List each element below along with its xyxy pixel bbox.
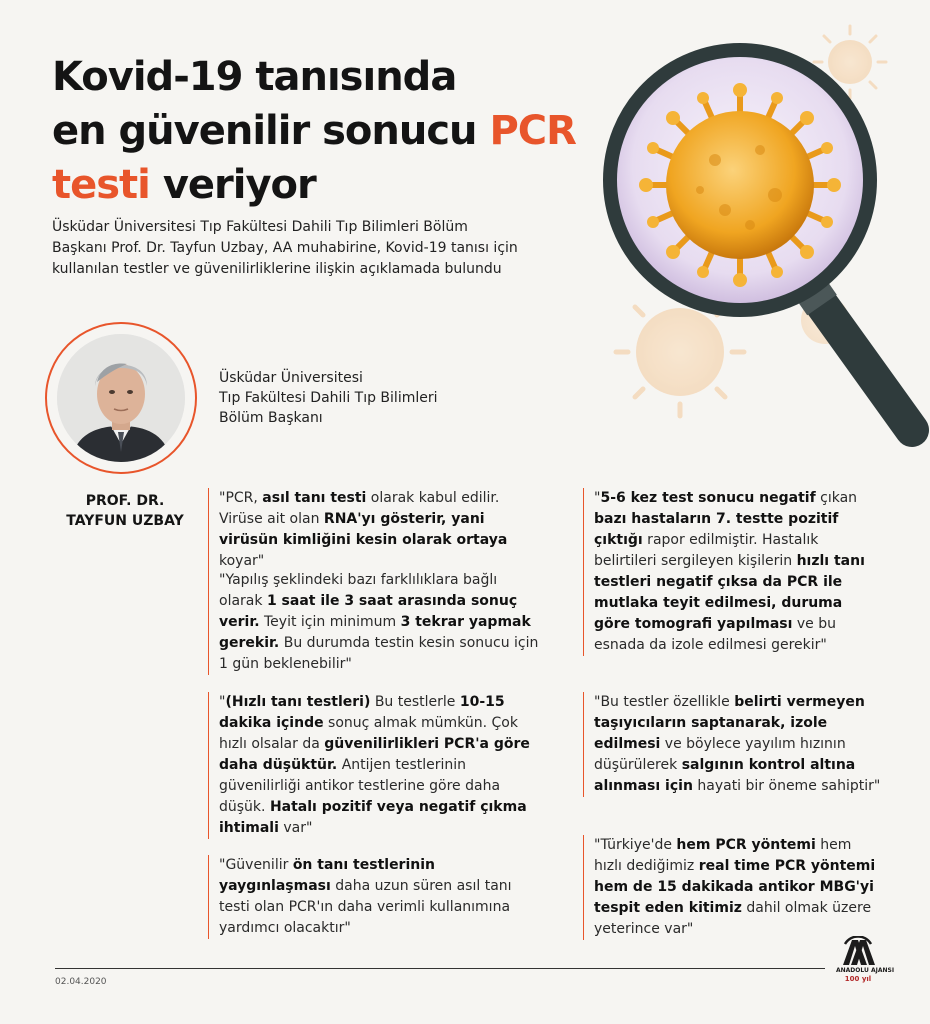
quote-text: hayati bir öneme sahiptir": [692, 778, 881, 794]
quote-text: Bu durumda testin kesin sonucu için 1 gün beklenebilir": [219, 635, 539, 672]
logo-anniversary: 100 yıl: [844, 975, 872, 983]
quote-emphasis: asıl tanı testi: [262, 490, 367, 506]
logo-name: ANADOLU AJANSI: [836, 967, 895, 974]
quote-text: Bu testlerle: [370, 694, 460, 710]
aa-logo-icon: [841, 936, 875, 966]
quote-text: "Türkiye'de: [594, 837, 677, 853]
quote-text: "Güvenilir: [219, 857, 293, 873]
quote-4: [208, 855, 543, 939]
speaker-portrait-frame: [45, 322, 197, 474]
quote-text: "Bu testler özellikle: [594, 694, 735, 710]
quote-emphasis: salgının kontrol altına alınması için: [594, 757, 856, 794]
intro-paragraph: Üsküdar Üniversitesi Tıp Fakültesi Dahili Tıp Bilimleri Bölüm Başkanı Prof. Dr. Tayfun Uzbay, AA muhabirine, Kovid-19 tanısı için kullanılan testler ve güvenilirliklerine ilişkin açıklamada bulundu: [52, 219, 518, 277]
quote-emphasis: 5-6 kez test sonucu negatif: [600, 490, 816, 506]
footer-divider: [55, 968, 825, 969]
quote-text: dahil olmak üzere yeterince var": [594, 900, 872, 937]
quote-2: [208, 570, 543, 675]
headline: [52, 50, 612, 212]
publish-date: 02.04.2020: [55, 977, 107, 987]
headline-line-3: veriyor: [149, 162, 316, 208]
quote-3: [208, 692, 543, 839]
quote-emphasis: güvenilirlikleri PCR'a göre daha düşüktür.: [219, 736, 530, 773]
speaker-name-line-2: TAYFUN UZBAY: [66, 513, 184, 529]
quote-text: ": [594, 490, 601, 506]
quote-emphasis: hem PCR yöntemi: [676, 837, 816, 853]
headline-line-1: Kovid-19 tanısında: [52, 54, 457, 100]
quote-text: daha uzun süren asıl tanı testi olan PCR'ın daha verimli kullanımına yardımcı olacaktır": [219, 878, 512, 936]
quote-text: hem hızlı dediğimiz: [594, 837, 852, 874]
quote-text: ve bu esnada da izole edilmesi gerekir": [594, 616, 836, 653]
quote-emphasis: hızlı tanı testleri negatif çıksa da PCR ile mutlaka teyit edilmesi, duruma göre tomografi yapılması: [594, 553, 865, 632]
quote-text: olarak kabul edilir. Virüse ait olan: [219, 490, 500, 527]
quote-emphasis: 1 saat ile 3 saat arasında sonuç verir.: [219, 593, 518, 630]
quote-1: [208, 488, 543, 572]
quote-text: rapor edilmiştir. Hastalık belirtileri sergileyen kişilerin: [594, 532, 819, 569]
quote-emphasis: 10-15 dakika içinde: [219, 694, 505, 731]
quote-5: [583, 488, 883, 656]
quote-text: Teyit için minimum: [259, 614, 401, 630]
speaker-role-line-1: Üsküdar Üniversitesi: [219, 370, 363, 386]
quote-emphasis: belirti vermeyen taşıyıcıların saptanarak, izole edilmesi: [594, 694, 865, 752]
quote-emphasis: Hatalı pozitif veya negatif çıkma ihtimali: [219, 799, 527, 836]
quote-text: "PCR,: [219, 490, 263, 506]
magnifier-virus-illustration: [600, 20, 930, 460]
quote-text: çıkan: [815, 490, 858, 506]
quote-emphasis: 3 tekrar yapmak gerekir.: [219, 614, 531, 651]
quote-emphasis: bazı hastaların 7. testte pozitif çıktığı: [594, 511, 839, 548]
quote-text: ve böylece yayılım hızının düşürülerek: [594, 736, 846, 773]
quote-emphasis: ön tanı testlerinin yaygınlaşması: [219, 857, 435, 894]
headline-line-2: en güvenilir sonucu: [52, 108, 490, 154]
speaker-name: [55, 491, 195, 531]
coronavirus-icon: [639, 83, 841, 287]
speaker-role-line-3: Bölüm Başkanı: [219, 410, 323, 426]
quote-text: sonuç almak mümkün. Çok hızlı olsalar da: [219, 715, 518, 752]
speaker-role: [219, 368, 519, 428]
headline-accent-pcr: PCR: [489, 108, 576, 154]
quote-text: koyar": [219, 553, 265, 569]
quote-7: [583, 835, 883, 940]
quote-text: "Yapılış şeklindeki bazı farklılıklara bağlı olarak: [219, 572, 498, 609]
speaker-role-line-2: Tıp Fakültesi Dahili Tıp Bilimleri: [219, 390, 438, 406]
quote-emphasis: (Hızlı tanı testleri): [225, 694, 371, 710]
quote-text: Antijen testlerinin güvenilirliği antikor testlerine göre daha düşük.: [219, 757, 501, 815]
anadolu-agency-logo: [836, 936, 895, 996]
quote-text: var": [278, 820, 313, 836]
quote-text: ": [219, 694, 226, 710]
quote-emphasis: real time PCR yöntemi hem de 15 dakikada antikor MBG'yi tespit eden kitimiz: [594, 858, 876, 916]
quote-6: [583, 692, 883, 797]
speaker-portrait: [57, 334, 185, 462]
headline-accent-testi: testi: [52, 162, 150, 208]
speaker-name-line-1: PROF. DR.: [85, 493, 165, 509]
quote-emphasis: RNA'yı gösterir, yani virüsün kimliğini kesin olarak ortaya: [219, 511, 508, 548]
